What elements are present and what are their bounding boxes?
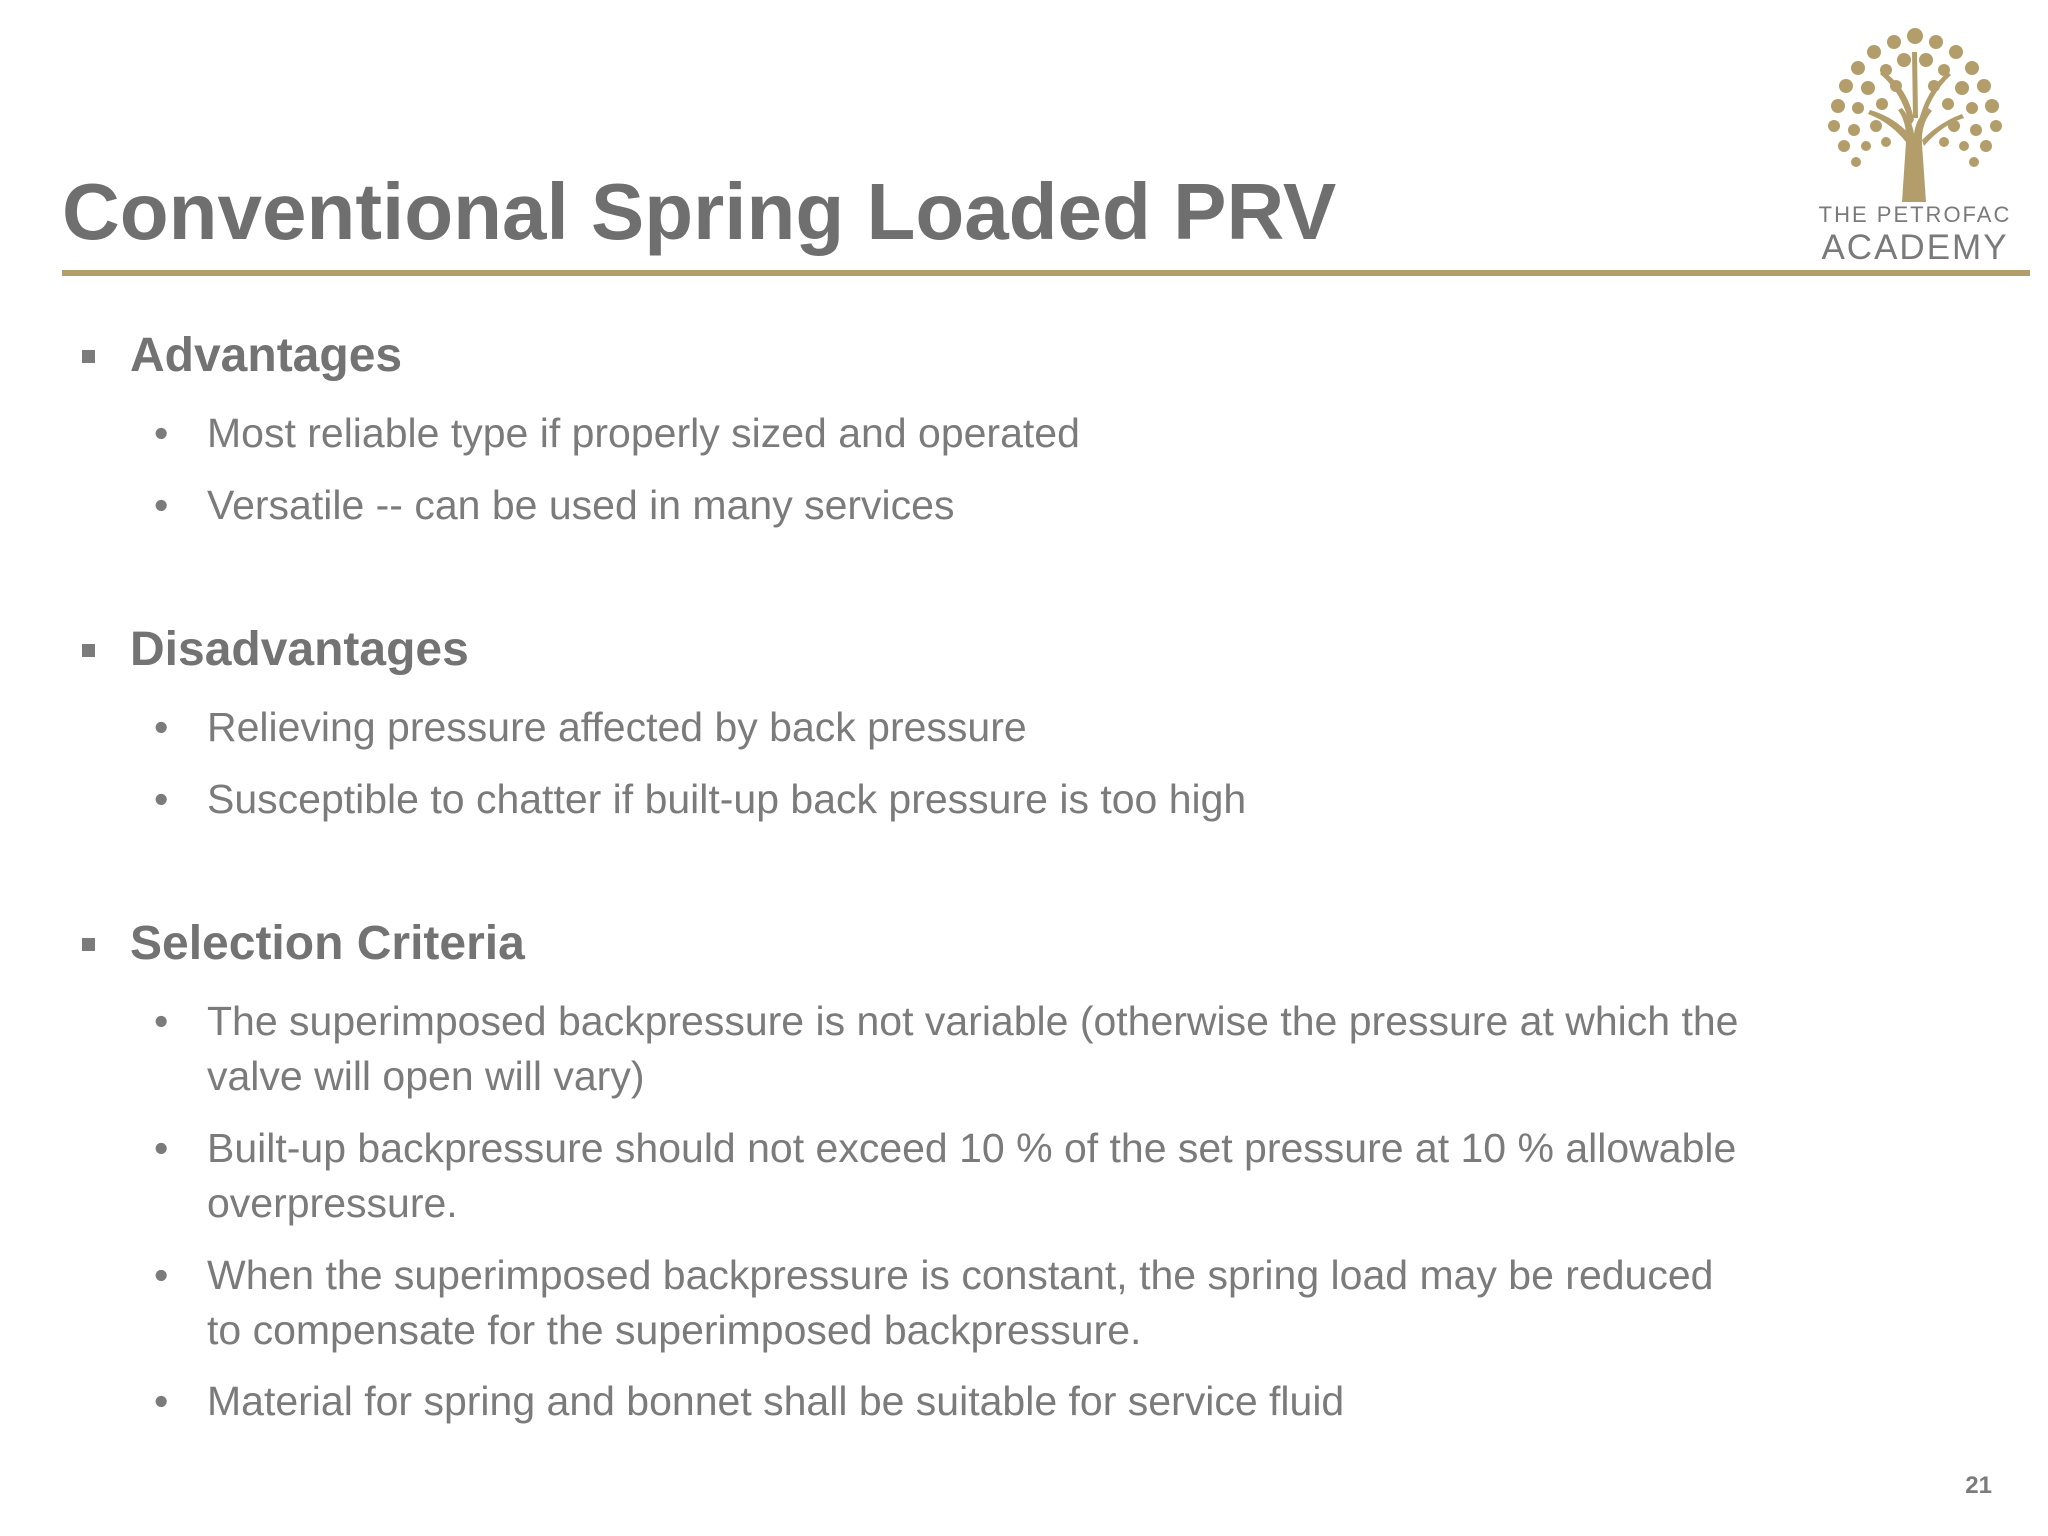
- list-item: Built-up backpressure should not exceed 10 % of the set pressure at 10 % allowable overpressure.: [207, 1125, 1737, 1226]
- section-heading-advantages: Advantages: [130, 329, 403, 382]
- bullet-dot-icon: •: [154, 482, 169, 528]
- bullet-dot-icon: •: [154, 410, 169, 456]
- petrofac-academy-logo: [1810, 22, 2020, 272]
- bullet-dot-icon: •: [154, 1125, 169, 1171]
- list-item: Susceptible to chatter if built-up back pressure is too high: [207, 776, 1247, 822]
- square-bullet-icon: [82, 644, 95, 657]
- section-heading-disadvantages: Disadvantages: [130, 623, 469, 676]
- square-bullet-icon: [82, 938, 95, 951]
- bullet-dot-icon: •: [154, 776, 169, 822]
- bullet-dot-icon: •: [154, 1378, 169, 1424]
- bullet-dot-icon: •: [154, 704, 169, 750]
- list-item: Versatile -- can be used in many services: [207, 482, 955, 528]
- tree-icon: [1810, 22, 2020, 202]
- bullet-dot-icon: •: [154, 1252, 169, 1298]
- square-bullet-icon: [82, 350, 95, 363]
- list-item: The superimposed backpressure is not variable (otherwise the pressure at which the valve will open will vary): [207, 998, 1739, 1099]
- title-divider: [62, 270, 2030, 276]
- logo-text-line1: THE PETROFAC: [1818, 202, 2012, 227]
- list-item: When the superimposed backpressure is constant, the spring load may be reduced to compensate for the superimposed backpressure.: [207, 1252, 1714, 1353]
- section-heading-selection-criteria: Selection Criteria: [130, 917, 525, 970]
- page-number: 21: [1965, 1472, 1992, 1499]
- list-item: Relieving pressure affected by back pressure: [207, 704, 1027, 750]
- logo-text-line2: ACADEMY: [1821, 228, 2009, 267]
- bullet-dot-icon: •: [154, 998, 169, 1044]
- slide-title: Conventional Spring Loaded PRV: [62, 167, 1337, 256]
- list-item: Material for spring and bonnet shall be suitable for service fluid: [207, 1378, 1345, 1424]
- list-item: Most reliable type if properly sized and operated: [207, 410, 1080, 456]
